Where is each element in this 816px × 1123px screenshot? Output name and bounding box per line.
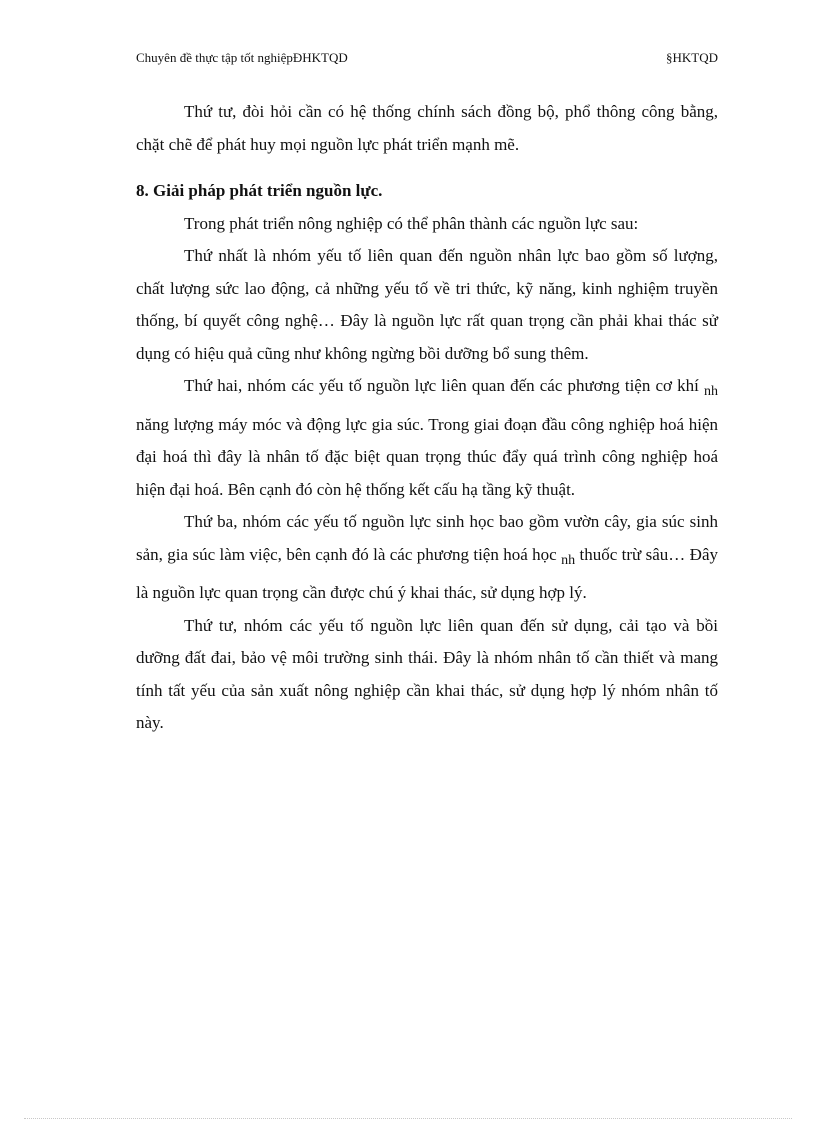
- text-run: Thứ ba, nhóm các yếu tố nguồn lực sinh học bao gồm vườn cây, gia súc sinh sản, gia súc làm việc, bên cạnh đó là các phương tiện hoá học: [136, 512, 718, 564]
- header-institution: §HKTQD: [666, 50, 718, 65]
- header-document-title: Chuyên đề thực tập tốt nghiệpĐHKTQD: [136, 50, 348, 65]
- paragraph-human-resources: Thứ nhất là nhóm yếu tố liên quan đến nguồn nhân lực bao gồm số lượng, chất lượng sức lao động, cả những yếu tố về tri thức, kỹ năng, kinh nghiệm truyền thống, bí quyết công nghệ… Đây là nguồn lực rất quan trọng cần phải khai thác sử dụng có hiệu quả cũng như không ngừng bồi dưỡng bổ sung thêm.: [136, 246, 718, 363]
- page-bottom-divider: [24, 1118, 792, 1119]
- text-run: thuốc trừ sâu… Đây là nguồn lực quan trọng cần được chú ý khai thác, sử dụng hợp lý.: [136, 544, 718, 602]
- paragraph-biological-resources: [136, 506, 718, 610]
- inline-abbrev: nh: [704, 384, 718, 399]
- section-heading: 8. Giải pháp phát triển nguồn lực.: [136, 181, 383, 200]
- text-run: Thứ hai, nhóm các yếu tố nguồn lực liên quan đến các phương tiện cơ khí: [184, 376, 704, 395]
- paragraph-mechanical-resources: [136, 370, 718, 506]
- paragraph-land-resources: Thứ tư, nhóm các yếu tố nguồn lực liên quan đến sử dụng, cải tạo và bồi dưỡng đất đai, bảo vệ môi trường sinh thái. Đây là nhóm nhân tố cần thiết và mang tính tất yếu của sản xuất nông nghiệp cần khai thác, sử dụng hợp lý nhóm nhân tố này.: [136, 615, 718, 732]
- text-run: năng lượng máy móc và động lực gia súc. Trong giai đoạn đầu công nghiệp hoá hiện đại hoá thì đây là nhân tố đặc biệt quan trọng thúc đẩy quá trình công nghiệp hoá hiện đại hoá. Bên cạnh đó còn hệ thống kết cấu hạ tầng kỹ thuật.: [136, 414, 718, 499]
- inline-abbrev: nh: [561, 552, 576, 568]
- document-body: [136, 96, 718, 740]
- page-header: [136, 48, 718, 68]
- paragraph-policy: Thứ tư, đòi hỏi cần có hệ thống chính sách đồng bộ, phổ thông công bằng, chặt chẽ để phát huy mọi nguồn lực phát triển mạnh mẽ.: [136, 102, 718, 154]
- paragraph-intro: Trong phát triển nông nghiệp có thể phân thành các nguồn lực sau:: [184, 213, 639, 233]
